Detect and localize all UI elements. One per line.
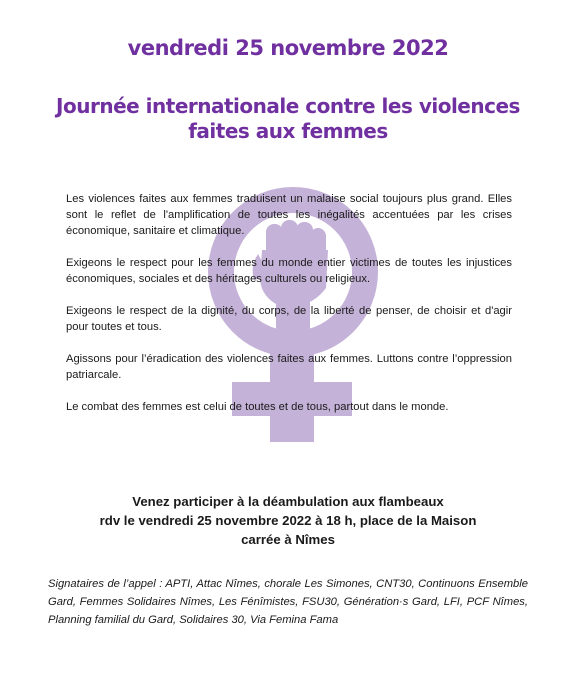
title-line-2: faites aux femmes	[188, 119, 388, 143]
call-line-1: Venez participer à la déambulation aux flambeaux	[132, 494, 444, 509]
signatories-text: Signataires de l’appel : APTI, Attac Nîmes, chorale Les Simones, CNT30, Continuons Ensemble Gard, Femmes Solidaires Nîmes, Les Fénîmistes, FSU30, Génération·s Gard, LFI, PCF Nîmes, Planning familial du Gard, Solidaires 30, Via Femina Fama	[48, 578, 528, 627]
page-title	[40, 94, 536, 144]
body-text	[66, 191, 512, 431]
call-line-2: rdv le vendredi 25 novembre 2022 à 18 h, place de la Maison	[99, 513, 477, 528]
paragraph: Exigeons le respect de la dignité, du corps, de la liberté de penser, de choisir et d'agir pour toutes et tous.	[66, 305, 512, 333]
paragraph: Le combat des femmes est celui de toutes et de tous, partout dans le monde.	[66, 401, 449, 413]
call-line-3: carrée à Nîmes	[241, 532, 335, 547]
paragraph: Les violences faites aux femmes traduisent un malaise social toujours plus grand. Elles sont le reflet de l'amplification de toutes les inégalités accentuées par les crises économique, sanitaire et climatique.	[66, 193, 512, 237]
event-call-to-action	[40, 492, 536, 549]
paragraph: Agissons pour l’éradication des violences faites aux femmes. Luttons contre l’oppression patriarcale.	[66, 353, 512, 381]
title-line-1: Journée internationale contre les violences	[56, 94, 520, 118]
event-date-heading: vendredi 25 novembre 2022	[127, 36, 449, 60]
paragraph: Exigeons le respect pour les femmes du monde entier victimes de toutes les injustices économiques, sociales et des héritages culturels ou religieux.	[66, 257, 512, 285]
